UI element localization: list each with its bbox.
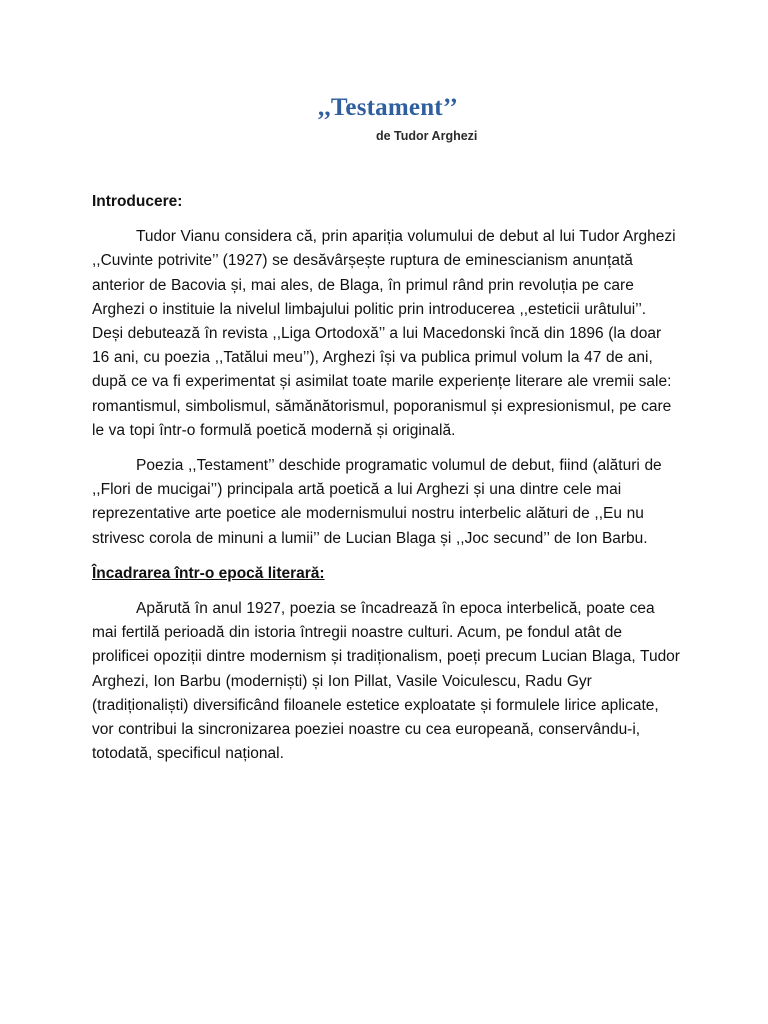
paragraph-introduction-2: Poezia ,,Testament’’ deschide programatic volumul de debut, fiind (alături de ,,Flori de mucigai’’) principala artă poetică a lui Arghezi și una dintre cele mai reprezentative arte poetice ale modernismului nostru interbelic alături de ,,Eu nu strivesc corola de minuni a lumii’’ de Lucian Blaga și ,,Joc secund’’ de Ion Barbu. [92,457,662,547]
paragraph-literary-epoch-1: Apărută în anul 1927, poezia se încadrează în epoca interbelică, poate cea mai fertilă perioadă din istoria întregii noastre culturi. Acum, pe fondul atât de prolificei opoziții dintre modernism și tradiționalism, poeți precum Lucian Blaga, Tudor Arghezi, Ion Barbu (moderniști) și Ion Pillat, Vasile Voiculescu, Radu Gyr (tradiționaliști) diversificând filoanele estetice exploatate și formulele lirice aplicate, vor contribui la sincronizarea poeziei noastre cu cea europeană, conservându-i, totodată, specificul național. [92,600,680,763]
document-title: ,,Testament’’ [317,94,459,121]
section-heading-literary-epoch: Încadrarea într-o epocă literară: [92,564,325,582]
document-subtitle: de Tudor Arghezi [376,129,478,143]
paragraph-introduction-1: Tudor Vianu considera că, prin apariția volumului de debut al lui Tudor Arghezi ,,Cuvinte potrivite’’ (1927) se desăvârșește ruptura de eminescianism anunțată anterior de Bacovia și, mai ales, de Blaga, în primul rând prin revoluția pe care Arghezi o instituie la nivelul limbajului politic prin introducerea ,,esteticii urâtului’’. Deși debutează în revista ,,Liga Ortodoxă’’ a lui Macedonski încă din 1896 (la doar 16 ani, cu poezia ,,Tatălui meu’’), Arghezi își va publica primul volum la 47 de ani, după ce va fi experimentat și asimilat toate marile experiențe literare ale vremii sale: romantismul, simbolismul, sămănătorismul, poporanismul și expresionismul, pe care le va topi într-o formulă poetică modernă și originală. [92,228,676,439]
document-body [92,190,680,777]
section-heading-introduction: Introducere: [92,193,183,210]
